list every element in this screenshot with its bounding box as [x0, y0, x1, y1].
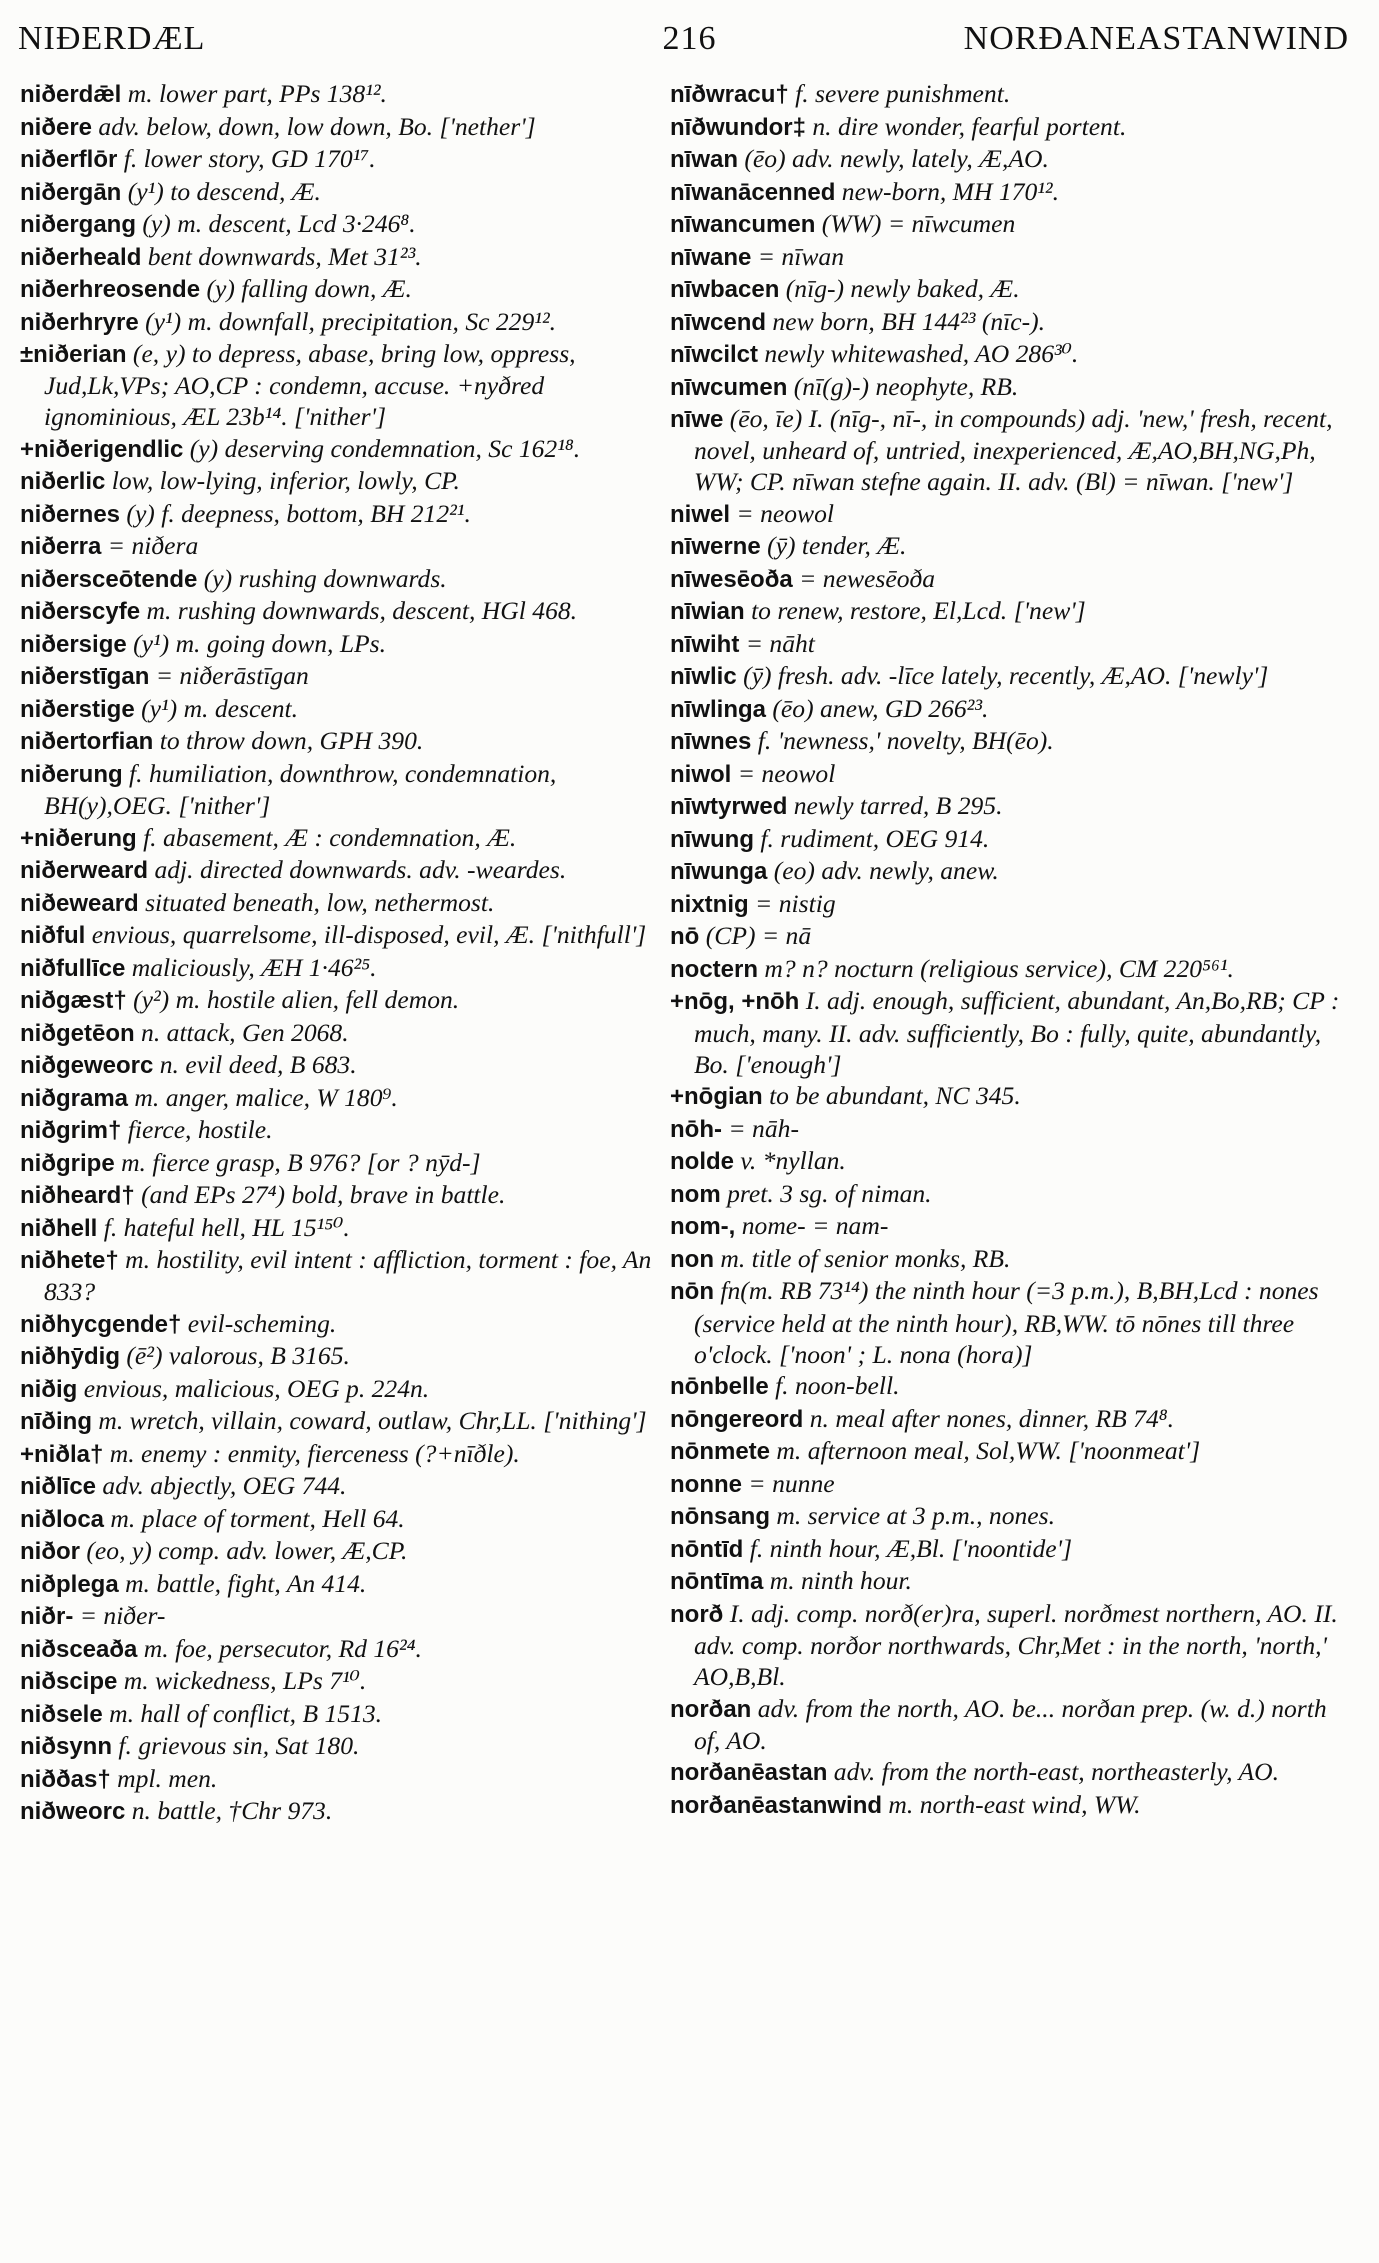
headword: niwol: [670, 760, 732, 788]
headword: nīwcumen: [670, 373, 788, 401]
dictionary-entry: [670, 628, 1342, 660]
running-head-right: NORÐANEASTANWIND: [963, 20, 1349, 57]
definition: (ȳ) tender, Æ.: [760, 531, 907, 561]
dictionary-entry: [20, 725, 668, 757]
definition: pret. 3 sg. of niman.: [720, 1178, 932, 1208]
headword: noctern: [670, 955, 759, 983]
headword: nōngereord: [670, 1405, 804, 1433]
dictionary-entry: [20, 273, 668, 305]
dictionary-entry: [20, 1373, 668, 1405]
dictionary-entry: [20, 530, 668, 562]
headword: niðloca: [20, 1505, 105, 1533]
definition: (and EPs 27⁴) bold, brave in battle.: [134, 1180, 506, 1210]
dictionary-entry: [670, 338, 1342, 370]
dictionary-entry: [670, 595, 1342, 627]
dictionary-entry: [670, 1145, 1342, 1177]
running-head-left: NIÐERDÆL: [18, 20, 206, 57]
dictionary-entry: [670, 953, 1342, 985]
definition: m. anger, malice, W 180⁹.: [128, 1082, 398, 1112]
definition: newly whitewashed, AO 286³⁰.: [758, 339, 1079, 368]
dictionary-entry: [670, 498, 1342, 530]
headword: niðerstige: [20, 695, 135, 723]
definition: m. foe, persecutor, Rd 16²⁴.: [137, 1633, 422, 1663]
dictionary-entry: [670, 1533, 1342, 1565]
definition: (ēo) anew, GD 266²³.: [766, 693, 989, 723]
definition: envious, malicious, OEG p. 224n.: [77, 1373, 430, 1403]
headword: niðeweard: [20, 889, 139, 917]
definition: envious, quarrelsome, ill-disposed, evil, Æ. ['nithfull']: [85, 920, 647, 950]
definition: n. battle, †Chr 973.: [125, 1796, 333, 1826]
dictionary-entry: [670, 208, 1342, 240]
dictionary-entry: [20, 1503, 668, 1535]
dictionary-entry: [670, 985, 1342, 1080]
dictionary-entry: [670, 530, 1342, 562]
headword: niðergān: [20, 178, 122, 206]
dictionary-entry: [670, 306, 1342, 338]
definition: = neowol: [731, 758, 836, 788]
definition: adj. directed downwards. adv. -weardes.: [148, 855, 567, 885]
definition: (ēo, īe) I. (nīg-, nī-, in compounds) adj. 'new,' fresh, recent, novel, unheard of, untried, inexperienced, Æ,AO,BH,NG,Ph, WW; CP. nīwan stefne again. II. adv. (Bl) = nīwan. ['new']: [694, 404, 1333, 497]
definition: adv. abjectly, OEG 744.: [96, 1471, 347, 1501]
headword: nōnbelle: [670, 1373, 769, 1401]
headword: nōn: [670, 1278, 714, 1306]
headword: niðerweard: [20, 857, 149, 885]
headword: nīwlic: [670, 663, 737, 691]
headword: niðful: [20, 922, 86, 950]
dictionary-entry: [20, 758, 668, 821]
dictionary-entry: [20, 1082, 668, 1114]
dictionary-entry: [670, 1565, 1342, 1597]
dictionary-entry: [20, 1438, 668, 1470]
definition: = nāh-: [721, 1113, 799, 1143]
definition: (y) m. descent, Lcd 3·246⁸.: [136, 209, 416, 238]
dictionary-entry: [20, 1600, 668, 1632]
headword: norðanēastan: [670, 1759, 828, 1787]
definition: f. rudiment, OEG 914.: [753, 823, 990, 853]
headword: niðerlic: [20, 468, 106, 496]
headword: nīwunga: [670, 858, 768, 886]
dictionary-entry: [670, 1468, 1342, 1500]
dictionary-entry: [670, 725, 1342, 757]
headword: nīwesēoða: [670, 565, 793, 593]
definition: mpl. men.: [110, 1763, 218, 1793]
definition: = neowol: [730, 498, 835, 528]
dictionary-entry: [20, 822, 668, 854]
definition: new born, BH 144²³ (nīc-).: [766, 306, 1046, 336]
headword: niððas†: [20, 1765, 111, 1793]
dictionary-entry: [670, 241, 1342, 273]
headword: niðgeweorc: [20, 1052, 154, 1080]
headword: niðerscyfe: [20, 598, 141, 626]
headword: nom: [670, 1180, 721, 1208]
definition: m. title of senior monks, RB.: [713, 1243, 1011, 1273]
headword: +niðla†: [20, 1440, 104, 1468]
dictionary-entry: [20, 887, 668, 919]
dictionary-entry: [670, 1243, 1342, 1275]
headword: nīwnes: [670, 728, 752, 756]
definition: bent downwards, Met 31²³.: [141, 241, 422, 271]
headword: niðere: [20, 113, 93, 141]
headword: niðplega: [20, 1570, 119, 1598]
dictionary-entry: [20, 919, 668, 951]
headword: niðerung: [20, 760, 123, 788]
headword: nōh-: [670, 1115, 722, 1143]
headword: nōntīma: [670, 1568, 764, 1596]
dictionary-entry: [670, 403, 1342, 498]
headword: nīwancumen: [670, 211, 816, 238]
headword: niðernes: [20, 500, 121, 528]
definition: fn(m. RB 73¹⁴) the ninth hour (=3 p.m.), B,BH,Lcd : nones (service held at the ninth hour), RB,WW. tō nōnes till three o'clock. ['noon' ; L. nona (hora)]: [694, 1276, 1319, 1369]
definition: m. place of torment, Hell 64.: [104, 1503, 405, 1533]
headword: norðan: [670, 1695, 752, 1723]
headword: nīðwracu†: [670, 81, 789, 108]
dictionary-entry: [20, 338, 668, 433]
headword: +nōg, +nōh: [670, 988, 800, 1016]
dictionary-entry: [670, 1693, 1342, 1756]
headword: nīwane: [670, 243, 752, 271]
headword: +nōgian: [670, 1083, 763, 1111]
dictionary-entry: [20, 1730, 668, 1762]
headword: norð: [670, 1600, 724, 1628]
definition: m. wretch, villain, coward, outlaw, Chr,LL. ['nithing']: [91, 1406, 647, 1436]
dictionary-entry: [670, 790, 1342, 822]
headword: niðertorfian: [20, 728, 154, 756]
dictionary-entry: [20, 241, 668, 273]
definition: (y) falling down, Æ.: [200, 274, 412, 303]
definition: f. noon-bell.: [768, 1371, 900, 1401]
definition: (e, y) to depress, abase, bring low, oppress, Jud,Lk,VPs; AO,CP : condemn, accuse. +nyðred ignominious, ÆL 23b¹⁴. ['nither']: [44, 339, 576, 432]
definition: m. ninth hour.: [763, 1566, 912, 1596]
headword: niðig: [20, 1375, 78, 1403]
definition: adv. below, down, low down, Bo. ['nether']: [92, 111, 536, 141]
headword: nīðwundor‡: [670, 113, 806, 141]
dictionary-entry: [20, 1763, 668, 1795]
definition: = niðerāstīgan: [149, 661, 309, 691]
dictionary-entry: [670, 1275, 1342, 1370]
dictionary-entry: [20, 1535, 668, 1567]
dictionary-entry: [670, 273, 1342, 305]
dictionary-entry: [20, 660, 668, 692]
dictionary-entry: [20, 208, 668, 240]
definition: I. adj. enough, sufficient, abundant, An,Bo,RB; CP : much, many. II. adv. sufficiently, Bo : fully, quite, abundantly, Bo. ['enough']: [694, 986, 1340, 1079]
definition: m. lower part, PPs 138¹².: [121, 79, 387, 108]
dictionary-entry: [20, 595, 668, 627]
dictionary-entry: [20, 1179, 668, 1211]
definition: (eo) adv. newly, anew.: [767, 856, 999, 886]
definition: n. meal after nones, dinner, RB 74⁸.: [803, 1403, 1175, 1433]
dictionary-entry: [20, 1470, 668, 1502]
definition: (WW) = nīwcumen: [815, 209, 1016, 238]
definition: = niðera: [101, 531, 199, 561]
dictionary-entry: [20, 984, 668, 1016]
definition: n. attack, Gen 2068.: [134, 1017, 349, 1047]
headword: niðerhreosende: [20, 276, 201, 303]
definition: to throw down, GPH 390.: [153, 726, 424, 756]
headword: niðor: [20, 1538, 80, 1566]
dictionary-entry: [670, 1080, 1342, 1112]
definition: = nīwan: [751, 241, 844, 271]
headword: niðscipe: [20, 1668, 118, 1696]
dictionary-entry: [670, 111, 1342, 143]
dictionary-entry: [670, 176, 1342, 208]
headword: ±niðerian: [20, 341, 127, 368]
dictionary-entry: [20, 1147, 668, 1179]
definition: (ēo) adv. newly, lately, Æ,AO.: [738, 144, 1049, 173]
dictionary-entry: [670, 143, 1342, 175]
dictionary-entry: [20, 1405, 668, 1437]
headword: niðheard†: [20, 1182, 135, 1210]
headword: +niðerung: [20, 824, 137, 852]
definition: fierce, hostile.: [121, 1115, 273, 1145]
dictionary-entry: [20, 628, 668, 660]
definition: m. enemy : enmity, fierceness (?+nīðle).: [103, 1438, 520, 1468]
dictionary-entry: [670, 371, 1342, 403]
definition: situated beneath, low, nethermost.: [138, 887, 495, 917]
headword: nixtnig: [670, 890, 749, 918]
headword: niðlīce: [20, 1473, 97, 1501]
dictionary-entry: [20, 498, 668, 530]
definition: (ē²) valorous, B 3165.: [119, 1341, 350, 1371]
headword: niðerhryre: [20, 308, 139, 336]
headword: nīwiht: [670, 630, 740, 658]
definition: f. hateful hell, HL 15¹⁵⁰.: [97, 1212, 350, 1242]
headword: niðgæst†: [20, 987, 127, 1015]
definition: m. fierce grasp, B 976? [or ? nȳd-]: [114, 1147, 481, 1177]
definition: adv. from the north, AO. be... norðan prep. (w. d.) north of, AO.: [694, 1693, 1327, 1755]
dictionary-entry: [20, 78, 668, 110]
headword: niðerflōr: [20, 146, 118, 173]
dictionary-entry: [20, 1698, 668, 1730]
dictionary-entry: [670, 1756, 1342, 1788]
definition: f. abasement, Æ : condemnation, Æ.: [136, 822, 517, 852]
headword: nonne: [670, 1470, 742, 1498]
definition: m. hall of conflict, B 1513.: [102, 1698, 383, 1728]
dictionary-entry: [20, 693, 668, 725]
definition: m. wickedness, LPs 7¹⁰.: [117, 1666, 367, 1696]
dictionary-entry: [20, 854, 668, 886]
dictionary-entry: [670, 1178, 1342, 1210]
definition: n. evil deed, B 683.: [153, 1050, 357, 1080]
definition: v. *nyllan.: [734, 1146, 846, 1176]
headword: niðr-: [20, 1603, 74, 1631]
dictionary-entry: [670, 758, 1342, 790]
dictionary-entry: [20, 952, 668, 984]
dictionary-entry: [20, 1114, 668, 1146]
definition: f. severe punishment.: [788, 79, 1011, 108]
headword: nīwian: [670, 598, 745, 626]
headword: nīwcilct: [670, 341, 759, 368]
definition: f. humiliation, downthrow, condemnation, BH(y),OEG. ['nither']: [44, 758, 557, 821]
definition: newly tarred, B 295.: [787, 791, 1003, 821]
definition: m. rushing downwards, descent, HGl 468.: [140, 596, 578, 626]
definition: m. battle, fight, An 414.: [118, 1568, 367, 1598]
definition: I. adj. comp. norð(er)ra, superl. norðmest northern, AO. II. adv. comp. norðor northwards, Chr,Met : in the north, 'north,' AO,B,Bl.: [694, 1598, 1338, 1692]
definition: f. grievous sin, Sat 180.: [112, 1731, 360, 1761]
definition: f. 'newness,' novelty, BH(ēo).: [751, 726, 1054, 756]
headword: niðhȳdig: [20, 1343, 120, 1371]
headword: nīðing: [20, 1408, 92, 1436]
definition: (CP) = nā: [699, 921, 812, 951]
definition: n. dire wonder, fearful portent.: [805, 111, 1127, 141]
headword: niðsceaða: [20, 1635, 138, 1663]
dictionary-entry: [20, 1340, 668, 1372]
definition: = niðer-: [73, 1601, 166, 1631]
definition: (y¹) m. descent.: [134, 693, 299, 723]
definition: (eo, y) comp. adv. lower, Æ,CP.: [80, 1536, 408, 1566]
dictionary-entry: [20, 143, 668, 175]
dictionary-entry: [670, 1113, 1342, 1145]
dictionary-entry: [20, 433, 668, 465]
definition: = nunne: [742, 1468, 835, 1498]
headword: nolde: [670, 1148, 734, 1176]
headword: niðsele: [20, 1700, 103, 1728]
definition: m. afternoon meal, Sol,WW. ['noonmeat']: [770, 1436, 1201, 1466]
headword: niwel: [670, 500, 731, 528]
definition: (nī(g)-) neophyte, RB.: [787, 371, 1019, 401]
headword: niðhete†: [20, 1247, 119, 1275]
definition: (y) rushing downwards.: [197, 563, 447, 593]
dictionary-entry: [20, 1308, 668, 1340]
dictionary-entry: [670, 1789, 1342, 1821]
right-column: [670, 78, 1342, 1821]
definition: (ȳ) fresh. adv. -līce lately, recently, Æ,AO. ['newly']: [736, 661, 1269, 691]
headword: nōntīd: [670, 1535, 744, 1563]
dictionary-entry: [670, 823, 1342, 855]
dictionary-entry: [20, 1017, 668, 1049]
dictionary-entry: [20, 1665, 668, 1697]
definition: = nistig: [748, 888, 836, 918]
headword: niðgetēon: [20, 1019, 135, 1047]
definition: to renew, restore, El,Lcd. ['new']: [744, 596, 1086, 626]
definition: m. north-east wind, WW.: [882, 1789, 1141, 1819]
headword: niðweorc: [20, 1798, 126, 1826]
definition: (y) f. deepness, bottom, BH 212²¹.: [120, 498, 471, 528]
dictionary-entry: [20, 1633, 668, 1665]
headword: nīwanācenned: [670, 178, 836, 206]
headword: nīwan: [670, 146, 739, 173]
headword: niðerdǣl: [20, 81, 122, 108]
definition: = nāht: [739, 628, 815, 658]
headword: niðergang: [20, 211, 137, 238]
dictionary-entry: [20, 111, 668, 143]
headword: niðerheald: [20, 243, 142, 271]
headword: nom-,: [670, 1213, 736, 1241]
left-column: [20, 78, 668, 1828]
definition: f. lower story, GD 170¹⁷.: [117, 144, 376, 173]
headword: nīwung: [670, 825, 754, 853]
definition: adv. from the north-east, northeasterly, AO.: [827, 1757, 1280, 1787]
dictionary-entry: [670, 855, 1342, 887]
dictionary-entry: [670, 888, 1342, 920]
dictionary-entry: [20, 563, 668, 595]
dictionary-entry: [670, 1210, 1342, 1242]
headword: nīwtyrwed: [670, 793, 788, 821]
headword: niðgripe: [20, 1149, 115, 1177]
definition: (nīg-) newly baked, Æ.: [779, 274, 1020, 303]
dictionary-entry: [670, 563, 1342, 595]
dictionary-entry: [670, 1598, 1342, 1693]
definition: new-born, MH 170¹².: [835, 176, 1060, 206]
definition: to be abundant, NC 345.: [762, 1081, 1021, 1111]
definition: = newesēoða: [792, 563, 936, 593]
definition: evil-scheming.: [181, 1308, 337, 1338]
dictionary-entry: [20, 1212, 668, 1244]
headword: nōnmete: [670, 1438, 771, 1466]
headword: niðgrama: [20, 1084, 129, 1112]
headword: niðhycgende†: [20, 1310, 182, 1338]
page-number: 216: [662, 20, 717, 57]
headword: niðsynn: [20, 1733, 113, 1761]
dictionary-entry: [20, 1568, 668, 1600]
headword: niðhell: [20, 1214, 98, 1242]
headword: niðerra: [20, 533, 102, 561]
definition: (y²) m. hostile alien, fell demon.: [126, 985, 460, 1015]
headword: niðerstīgan: [20, 663, 150, 691]
definition: m? n? nocturn (religious service), CM 220⁵⁶¹.: [758, 953, 1234, 983]
headword: niðersceōtende: [20, 565, 198, 593]
definition: (y¹) m. downfall, precipitation, Sc 229¹².: [138, 306, 557, 336]
headword: norðanēastanwind: [670, 1791, 883, 1819]
dictionary-entry: [670, 1403, 1342, 1435]
dictionary-entry: [670, 1435, 1342, 1467]
definition: m. service at 3 p.m., nones.: [770, 1501, 1056, 1531]
dictionary-entry: [20, 1244, 668, 1307]
dictionary-entry: [670, 78, 1342, 110]
dictionary-entry: [20, 465, 668, 497]
headword: nīwerne: [670, 533, 761, 561]
definition: (y¹) m. going down, LPs.: [126, 628, 387, 658]
definition: maliciously, ÆH 1·46²⁵.: [125, 952, 377, 982]
definition: m. hostility, evil intent : affliction, torment : foe, An 833?: [44, 1245, 652, 1307]
dictionary-entry: [670, 1500, 1342, 1532]
dictionary-entry: [670, 920, 1342, 952]
dictionary-entry: [20, 1049, 668, 1081]
headword: nīwbacen: [670, 276, 780, 303]
headword: nīwcend: [670, 308, 767, 336]
headword: nōnsang: [670, 1503, 770, 1531]
definition: f. ninth hour, Æ,Bl. ['noontide']: [743, 1533, 1073, 1563]
dictionary-entry: [670, 693, 1342, 725]
headword: nīwlinga: [670, 695, 766, 723]
definition: low, low-lying, inferior, lowly, CP.: [105, 466, 460, 496]
dictionary-entry: [20, 176, 668, 208]
dictionary-entry: [670, 660, 1342, 692]
headword: niðfullīce: [20, 954, 126, 982]
headword: nīwe: [670, 406, 724, 433]
headword: +niðerigendlic: [20, 435, 184, 463]
headword: non: [670, 1245, 714, 1273]
headword: niðersige: [20, 630, 127, 658]
definition: (y¹) to descend, Æ.: [121, 176, 321, 206]
dictionary-entry: [20, 1795, 668, 1827]
definition: (y) deserving condemnation, Sc 162¹⁸.: [183, 433, 581, 463]
dictionary-entry: [670, 1370, 1342, 1402]
definition: nome- = nam-: [735, 1211, 889, 1241]
dictionary-entry: [20, 306, 668, 338]
headword: nō: [670, 923, 700, 951]
headword: niðgrim†: [20, 1117, 122, 1145]
